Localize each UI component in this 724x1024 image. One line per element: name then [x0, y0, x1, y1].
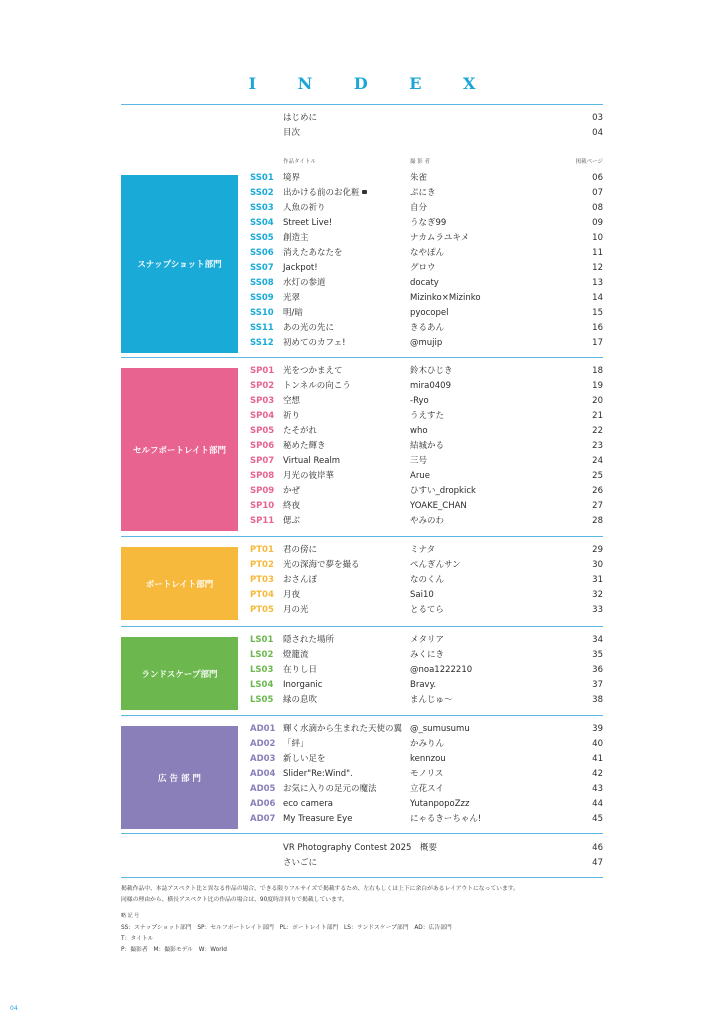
- section-name: スナップショット部門: [137, 260, 222, 270]
- entry-page: 08: [592, 203, 603, 213]
- index-entry-row[interactable]: [0, 454, 724, 469]
- entry-photographer: まんじゅ〜: [410, 695, 453, 705]
- section-name: ランドスケープ部門: [141, 669, 218, 680]
- index-entry-row[interactable]: [0, 246, 724, 261]
- entry-code: LS02: [250, 650, 274, 660]
- section-divider: [121, 357, 603, 358]
- outro-row[interactable]: [0, 856, 724, 871]
- entry-code: LS05: [250, 695, 274, 705]
- lipstick-icon: [362, 190, 367, 194]
- entry-page: 11: [592, 248, 603, 258]
- entry-photographer: Sai10: [410, 590, 434, 600]
- entry-photographer: kennzou: [410, 754, 446, 764]
- entry-title: はじめに: [283, 113, 318, 123]
- entry-photographer: 三号: [410, 456, 428, 466]
- entry-code: SS05: [250, 233, 274, 243]
- section-divider: [121, 715, 603, 716]
- index-entry-row[interactable]: [0, 558, 724, 573]
- entry-title: 出かける前のお化粧: [283, 186, 367, 201]
- entry-photographer: なやぽん: [410, 248, 445, 258]
- entry-title: 消えたあなたを: [283, 248, 343, 258]
- entry-page: 26: [592, 486, 603, 496]
- entry-title: 月光の彼岸華: [283, 471, 335, 481]
- entry-title: 初めてのカフェ!: [283, 338, 346, 348]
- entry-code: SS12: [250, 338, 274, 348]
- section-name: セルフポートレイト部門: [132, 445, 227, 456]
- entry-code: LS01: [250, 635, 274, 645]
- entry-code: PT01: [250, 545, 274, 555]
- entry-code: AD07: [250, 814, 276, 824]
- entry-code: SP09: [250, 486, 275, 496]
- entry-code: SS10: [250, 308, 274, 318]
- entry-page: 31: [592, 575, 603, 585]
- index-entry-row[interactable]: [0, 543, 724, 558]
- entry-title: お気に入りの足元の魔法: [283, 784, 377, 794]
- entry-page: 32: [592, 590, 603, 600]
- index-entry-row[interactable]: [0, 633, 724, 648]
- entry-page: 23: [592, 441, 603, 451]
- entry-code: SP11: [250, 516, 275, 526]
- entry-title: 秘めた輝き: [283, 441, 326, 451]
- entry-code: SP07: [250, 456, 275, 466]
- entry-title: 目次: [283, 128, 301, 138]
- entry-code: SP08: [250, 471, 275, 481]
- index-entry-row[interactable]: [0, 782, 724, 797]
- entry-page: 38: [592, 695, 603, 705]
- entry-page: 12: [592, 263, 603, 273]
- entry-page: 06: [592, 173, 603, 183]
- index-entry-row[interactable]: [0, 663, 724, 678]
- entry-photographer: @noa1222210: [410, 665, 473, 675]
- index-entry-row[interactable]: [0, 201, 724, 216]
- entry-photographer: Bravy.: [410, 680, 437, 690]
- entry-code: AD03: [250, 754, 276, 764]
- entry-code: AD02: [250, 739, 276, 749]
- entry-code: SS04: [250, 218, 274, 228]
- index-entry-row[interactable]: [0, 306, 724, 321]
- index-entry-row[interactable]: [0, 514, 724, 529]
- index-entry-row[interactable]: [0, 797, 724, 812]
- index-entry-row[interactable]: [0, 603, 724, 618]
- entry-title: たそがれ: [283, 426, 318, 436]
- entry-page: 17: [592, 338, 603, 348]
- entry-page: 25: [592, 471, 603, 481]
- section-name: ポートレイト部門: [145, 579, 214, 590]
- entry-photographer: ひすい_dropkick: [410, 486, 476, 496]
- entry-photographer: YOAKE_CHAN: [410, 501, 467, 511]
- entry-page: 03: [592, 113, 603, 123]
- entry-photographer: @_sumusumu: [410, 724, 470, 734]
- entry-photographer: Mizinko×Mizinko: [410, 293, 481, 303]
- entry-title: Jackpot!: [283, 263, 318, 273]
- entry-code: AD06: [250, 799, 276, 809]
- index-entry-row[interactable]: [0, 276, 724, 291]
- entry-photographer: Arue: [410, 471, 430, 481]
- entry-title: 「絆」: [283, 739, 309, 749]
- entry-code: SP10: [250, 501, 275, 511]
- entry-photographer: docaty: [410, 278, 439, 288]
- entry-title: 輝く水滴から生まれた天使の翼: [283, 724, 403, 734]
- entry-photographer: ミナタ: [410, 545, 436, 555]
- entry-title: おさんぽ: [283, 575, 318, 585]
- entry-page: 19: [592, 381, 603, 391]
- entry-title: 光翠: [283, 293, 301, 303]
- divider-top: [121, 104, 603, 105]
- index-entry-row[interactable]: [0, 693, 724, 708]
- index-entry-row[interactable]: [0, 321, 724, 336]
- entry-page: 14: [592, 293, 603, 303]
- entry-code: SP03: [250, 396, 275, 406]
- index-entry-row[interactable]: [0, 722, 724, 737]
- entry-code: AD04: [250, 769, 276, 779]
- entry-page: 22: [592, 426, 603, 436]
- entry-title: 明/暗: [283, 308, 303, 318]
- entry-code: PT05: [250, 605, 274, 615]
- entry-code: SS07: [250, 263, 274, 273]
- entry-code: SS03: [250, 203, 274, 213]
- intro-row[interactable]: [0, 126, 724, 141]
- entry-title: 境界: [283, 173, 301, 183]
- entry-code: SP01: [250, 366, 275, 376]
- entry-page: 36: [592, 665, 603, 675]
- entry-code: SP05: [250, 426, 275, 436]
- entry-title: あの光の先に: [283, 323, 335, 333]
- entry-title: 偲ぶ: [283, 516, 301, 526]
- entry-code: SP06: [250, 441, 275, 451]
- section-divider: [121, 536, 603, 537]
- entry-photographer: who: [410, 426, 428, 436]
- entry-title: 緑の息吹: [283, 695, 318, 705]
- entry-page: 34: [592, 635, 603, 645]
- entry-photographer: @mujip: [410, 338, 443, 348]
- entry-code: PT04: [250, 590, 274, 600]
- entry-title: かぜ: [283, 486, 301, 496]
- entry-photographer: ナカムラユキメ: [410, 233, 470, 243]
- entry-photographer: グロウ: [410, 263, 436, 273]
- header-photographer: 撮 影 者: [410, 159, 430, 165]
- index-entry-row[interactable]: [0, 424, 724, 439]
- entry-page: 21: [592, 411, 603, 421]
- index-entry-row[interactable]: [0, 171, 724, 186]
- entry-code: SS11: [250, 323, 274, 333]
- entry-code: AD01: [250, 724, 276, 734]
- divider-bottom: [121, 877, 603, 878]
- entry-photographer: かみりん: [410, 739, 445, 749]
- entry-title: Virtual Realm: [283, 456, 341, 466]
- note-line-2: 同様の理由から、横長アスペクト比の作品の場合は、90度時計回りで掲載しています。: [121, 897, 348, 903]
- index-entry-row[interactable]: [0, 216, 724, 231]
- entry-page: 35: [592, 650, 603, 660]
- entry-photographer: 結城かる: [410, 441, 445, 451]
- entry-photographer: -Ryo: [410, 396, 429, 406]
- outro-divider: [121, 833, 603, 834]
- index-entry-row[interactable]: [0, 767, 724, 782]
- entry-title: 光の深海で夢を撮る: [283, 560, 360, 570]
- entry-title: eco camera: [283, 799, 333, 809]
- entry-page: 16: [592, 323, 603, 333]
- entry-title: 人魚の祈り: [283, 203, 326, 213]
- entry-page: 33: [592, 605, 603, 615]
- entry-title: 創造主: [283, 233, 309, 243]
- legend-title: 略 記 号: [121, 913, 140, 919]
- index-entry-row[interactable]: [0, 409, 724, 424]
- entry-page: 41: [592, 754, 603, 764]
- entry-page: 09: [592, 218, 603, 228]
- section-name: 広 告 部 門: [158, 773, 201, 784]
- index-entry-row[interactable]: [0, 678, 724, 693]
- entry-code: PT03: [250, 575, 274, 585]
- entry-page: 29: [592, 545, 603, 555]
- index-entry-row[interactable]: [0, 752, 724, 767]
- entry-code: LS03: [250, 665, 274, 675]
- entry-page: 39: [592, 724, 603, 734]
- page-number: 04: [10, 1005, 18, 1012]
- entry-page: 15: [592, 308, 603, 318]
- entry-code: SS02: [250, 188, 274, 198]
- legend-line-2: T：タイトル: [121, 936, 154, 942]
- entry-photographer: 鈴木ひじき: [410, 366, 453, 376]
- entry-code: SS08: [250, 278, 274, 288]
- entry-page: 24: [592, 456, 603, 466]
- entry-title: さいごに: [283, 858, 318, 868]
- entry-title: トンネルの向こう: [283, 381, 351, 391]
- entry-photographer: にゃるきーちゃん!: [410, 814, 482, 824]
- entry-code: LS04: [250, 680, 274, 690]
- entry-page: 20: [592, 396, 603, 406]
- header-work-title: 作品タイトル: [283, 159, 316, 165]
- entry-title: 月夜: [283, 590, 301, 600]
- entry-photographer: 朱雀: [410, 173, 428, 183]
- entry-photographer: pyocopel: [410, 308, 449, 318]
- entry-page: 42: [592, 769, 603, 779]
- entry-photographer: 自分: [410, 203, 428, 213]
- index-entry-row[interactable]: [0, 573, 724, 588]
- legend-line-1: SS：スナップショット部門 SP：セルフポートレイト部門 PL：ポートレイト部門 LS：ランドスケープ部門 AD：広告部門: [121, 925, 452, 931]
- entry-title: Street Live!: [283, 218, 333, 228]
- entry-photographer: とるてら: [410, 605, 444, 615]
- entry-photographer: ぷにき: [410, 188, 436, 198]
- entry-page: 10: [592, 233, 603, 243]
- entry-title: 在りし日: [283, 665, 318, 675]
- entry-photographer: みくにき: [410, 650, 445, 660]
- index-entry-row[interactable]: [0, 379, 724, 394]
- index-entry-row[interactable]: [0, 261, 724, 276]
- entry-title: 空想: [283, 396, 301, 406]
- index-title: I N D E X: [248, 74, 494, 93]
- entry-page: 28: [592, 516, 603, 526]
- outro-row[interactable]: [0, 841, 724, 856]
- entry-page: 18: [592, 366, 603, 376]
- index-entry-row[interactable]: [0, 231, 724, 246]
- entry-page: 13: [592, 278, 603, 288]
- entry-code: AD05: [250, 784, 276, 794]
- entry-page: 46: [592, 843, 603, 853]
- entry-photographer: うえすた: [410, 411, 445, 421]
- index-entry-row[interactable]: [0, 737, 724, 752]
- entry-title: 月の光: [283, 605, 309, 615]
- entry-title: My Treasure Eye: [283, 814, 353, 824]
- entry-photographer: きるあん: [410, 323, 445, 333]
- entry-code: SP04: [250, 411, 275, 421]
- entry-photographer: メタリア: [410, 635, 445, 645]
- entry-photographer: 立花スイ: [410, 784, 444, 794]
- index-entry-row[interactable]: [0, 186, 724, 201]
- entry-page: 40: [592, 739, 603, 749]
- index-entry-row[interactable]: [0, 484, 724, 499]
- entry-page: 27: [592, 501, 603, 511]
- entry-code: SS09: [250, 293, 274, 303]
- index-entry-row[interactable]: [0, 648, 724, 663]
- index-entry-row[interactable]: [0, 588, 724, 603]
- note-line-1: 掲載作品中、本誌アスペクト比と異なる作品の場合、できる限りフルサイズで掲載するため、左右もしくは上下に余白があるレイアウトになっています。: [121, 886, 519, 892]
- index-entry-row[interactable]: [0, 812, 724, 827]
- entry-page: 44: [592, 799, 603, 809]
- index-entry-row[interactable]: [0, 291, 724, 306]
- entry-page: 37: [592, 680, 603, 690]
- index-entry-row[interactable]: [0, 439, 724, 454]
- entry-title: 隠された場所: [283, 635, 335, 645]
- entry-page: 43: [592, 784, 603, 794]
- entry-photographer: なのくん: [410, 575, 445, 585]
- intro-row[interactable]: [0, 111, 724, 126]
- index-entry-row[interactable]: [0, 469, 724, 484]
- entry-title: 新しい足を: [283, 754, 326, 764]
- legend-line-3: P：撮影者 M：撮影モデル W：World: [121, 947, 227, 953]
- index-entry-row[interactable]: [0, 394, 724, 409]
- entry-photographer: やみのわ: [410, 516, 445, 526]
- entry-title: 水灯の参道: [283, 278, 326, 288]
- entry-title: Slider"Re:Wind".: [283, 769, 353, 779]
- entry-photographer: mira0409: [410, 381, 451, 391]
- entry-page: 45: [592, 814, 603, 824]
- entry-title: 祈り: [283, 411, 301, 421]
- entry-photographer: ぺんぎんサン: [410, 560, 461, 570]
- header-page: 掲載ページ: [575, 159, 603, 165]
- section-divider: [121, 626, 603, 627]
- entry-page: 30: [592, 560, 603, 570]
- entry-title: 終夜: [283, 501, 301, 511]
- entry-code: SP02: [250, 381, 275, 391]
- entry-title: Inorganic: [283, 680, 323, 690]
- index-entry-row[interactable]: [0, 336, 724, 351]
- entry-code: SS01: [250, 173, 274, 183]
- entry-code: PT02: [250, 560, 274, 570]
- entry-code: SS06: [250, 248, 274, 258]
- entry-title: 光をつかまえて: [283, 366, 343, 376]
- entry-photographer: YutanpopoZzz: [410, 799, 470, 809]
- entry-photographer: モノリス: [410, 769, 444, 779]
- index-entry-row[interactable]: [0, 499, 724, 514]
- index-entry-row[interactable]: [0, 364, 724, 379]
- entry-photographer: うなぎ99: [410, 218, 447, 228]
- entry-title: VR Photography Contest 2025 概要: [283, 843, 437, 853]
- entry-page: 04: [592, 128, 603, 138]
- entry-title: 君の傍に: [283, 545, 318, 555]
- entry-title: 燈籠流: [283, 650, 309, 660]
- entry-page: 07: [592, 188, 603, 198]
- entry-page: 47: [592, 858, 603, 868]
